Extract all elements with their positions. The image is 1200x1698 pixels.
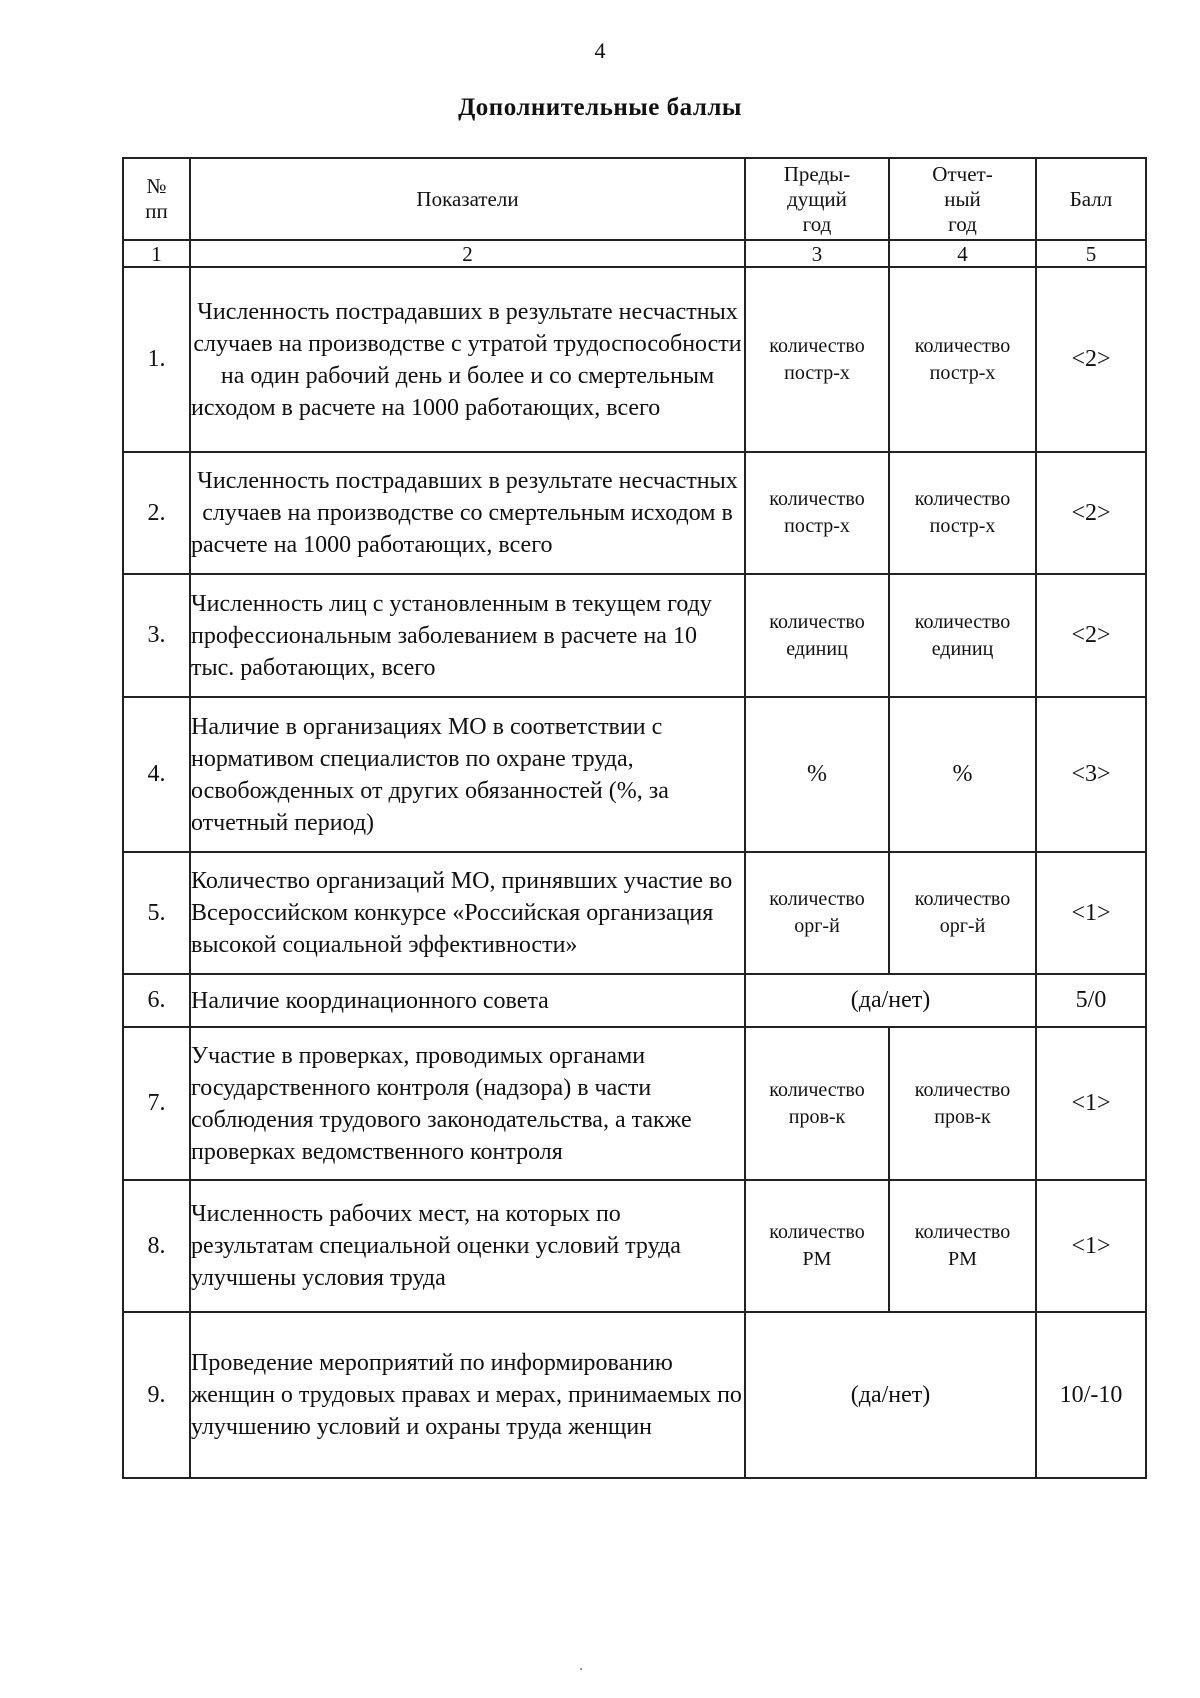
score-value: <1> xyxy=(1036,1180,1146,1312)
row-number: 6. xyxy=(123,974,190,1027)
table-row xyxy=(123,697,1146,852)
score-value: <1> xyxy=(1036,852,1146,974)
table-row xyxy=(123,974,1146,1027)
row-number: 3. xyxy=(123,574,190,697)
table-row xyxy=(123,267,1146,452)
score-value: 5/0 xyxy=(1036,974,1146,1027)
column-index-row xyxy=(123,240,1146,267)
prev-year-unit: количество постр-х xyxy=(745,452,889,574)
prev-year-unit: % xyxy=(745,697,889,852)
prev-year-unit: количество единиц xyxy=(745,574,889,697)
current-year-unit: количество единиц xyxy=(889,574,1036,697)
scan-speck xyxy=(580,1668,582,1670)
prev-year-unit: количество орг-й xyxy=(745,852,889,974)
current-year-unit: количество постр-х xyxy=(889,452,1036,574)
indicator-text: Наличие координационного совета xyxy=(190,974,745,1027)
prev-year-unit: количество РМ xyxy=(745,1180,889,1312)
merged-unit: (да/нет) xyxy=(745,1312,1036,1478)
indicators-table xyxy=(122,157,1147,1479)
table-row xyxy=(123,852,1146,974)
row-number: 2. xyxy=(123,452,190,574)
header-prev-year: Преды- дущий год xyxy=(745,158,889,240)
indicator-text: Количество организаций МО, принявших участие во Всероссийском конкурсе «Российская организация высокой социальной эффективности» xyxy=(190,852,745,974)
column-index: 4 xyxy=(889,240,1036,267)
row-number: 7. xyxy=(123,1027,190,1180)
current-year-unit: количество РМ xyxy=(889,1180,1036,1312)
column-index: 3 xyxy=(745,240,889,267)
row-number: 9. xyxy=(123,1312,190,1478)
row-number: 8. xyxy=(123,1180,190,1312)
header-row xyxy=(123,158,1146,240)
page-number: 4 xyxy=(594,38,606,63)
header-indicator: Показатели xyxy=(190,158,745,240)
score-value: <2> xyxy=(1036,574,1146,697)
column-index: 1 xyxy=(123,240,190,267)
table-row xyxy=(123,1027,1146,1180)
score-value: <2> xyxy=(1036,452,1146,574)
indicator-text: Проведение мероприятий по информированию женщин о трудовых правах и мерах, принимаемых по улучшению условий и охраны труда женщин xyxy=(190,1312,745,1478)
score-value: <1> xyxy=(1036,1027,1146,1180)
score-value: 10/-10 xyxy=(1036,1312,1146,1478)
indicator-text: Численность рабочих мест, на которых по результатам специальной оценки условий труда улучшены условия труда xyxy=(190,1180,745,1312)
merged-unit: (да/нет) xyxy=(745,974,1036,1027)
header-current-year: Отчет- ный год xyxy=(889,158,1036,240)
table-row xyxy=(123,1180,1146,1312)
indicator-text: Наличие в организациях МО в соответствии с нормативом специалистов по охране труда, освобожденных от других обязанностей (%, за отчетный период) xyxy=(190,697,745,852)
current-year-unit: количество постр-х xyxy=(889,267,1036,452)
current-year-unit: количество орг-й xyxy=(889,852,1036,974)
score-value: <2> xyxy=(1036,267,1146,452)
row-number: 1. xyxy=(123,267,190,452)
row-number: 4. xyxy=(123,697,190,852)
header-num: № пп xyxy=(123,158,190,240)
score-value: <3> xyxy=(1036,697,1146,852)
current-year-unit: количество пров-к xyxy=(889,1027,1036,1180)
row-number: 5. xyxy=(123,852,190,974)
prev-year-unit: количество постр-х xyxy=(745,267,889,452)
current-year-unit: % xyxy=(889,697,1036,852)
prev-year-unit: количество пров-к xyxy=(745,1027,889,1180)
table-row xyxy=(123,574,1146,697)
page-title: Дополнительные баллы xyxy=(458,94,742,121)
header-score: Балл xyxy=(1036,158,1146,240)
column-index: 2 xyxy=(190,240,745,267)
indicator-text: Численность пострадавших в результате несчастных случаев на производстве со смертельным исходом в расчете на 1000 работающих, всего xyxy=(190,452,745,574)
table-row xyxy=(123,452,1146,574)
indicator-text: Численность пострадавших в результате несчастных случаев на производстве с утратой трудоспособности на один рабочий день и более и со смертельным исходом в расчете на 1000 работающих, всего xyxy=(190,267,745,452)
indicator-text: Численность лиц с установленным в текущем году профессиональным заболеванием в расчете на 10 тыс. работающих, всего xyxy=(190,574,745,697)
column-index: 5 xyxy=(1036,240,1146,267)
indicator-text: Участие в проверках, проводимых органами государственного контроля (надзора) в части соблюдения трудового законодательства, а также проверках ведомственного контроля xyxy=(190,1027,745,1180)
table-row xyxy=(123,1312,1146,1478)
